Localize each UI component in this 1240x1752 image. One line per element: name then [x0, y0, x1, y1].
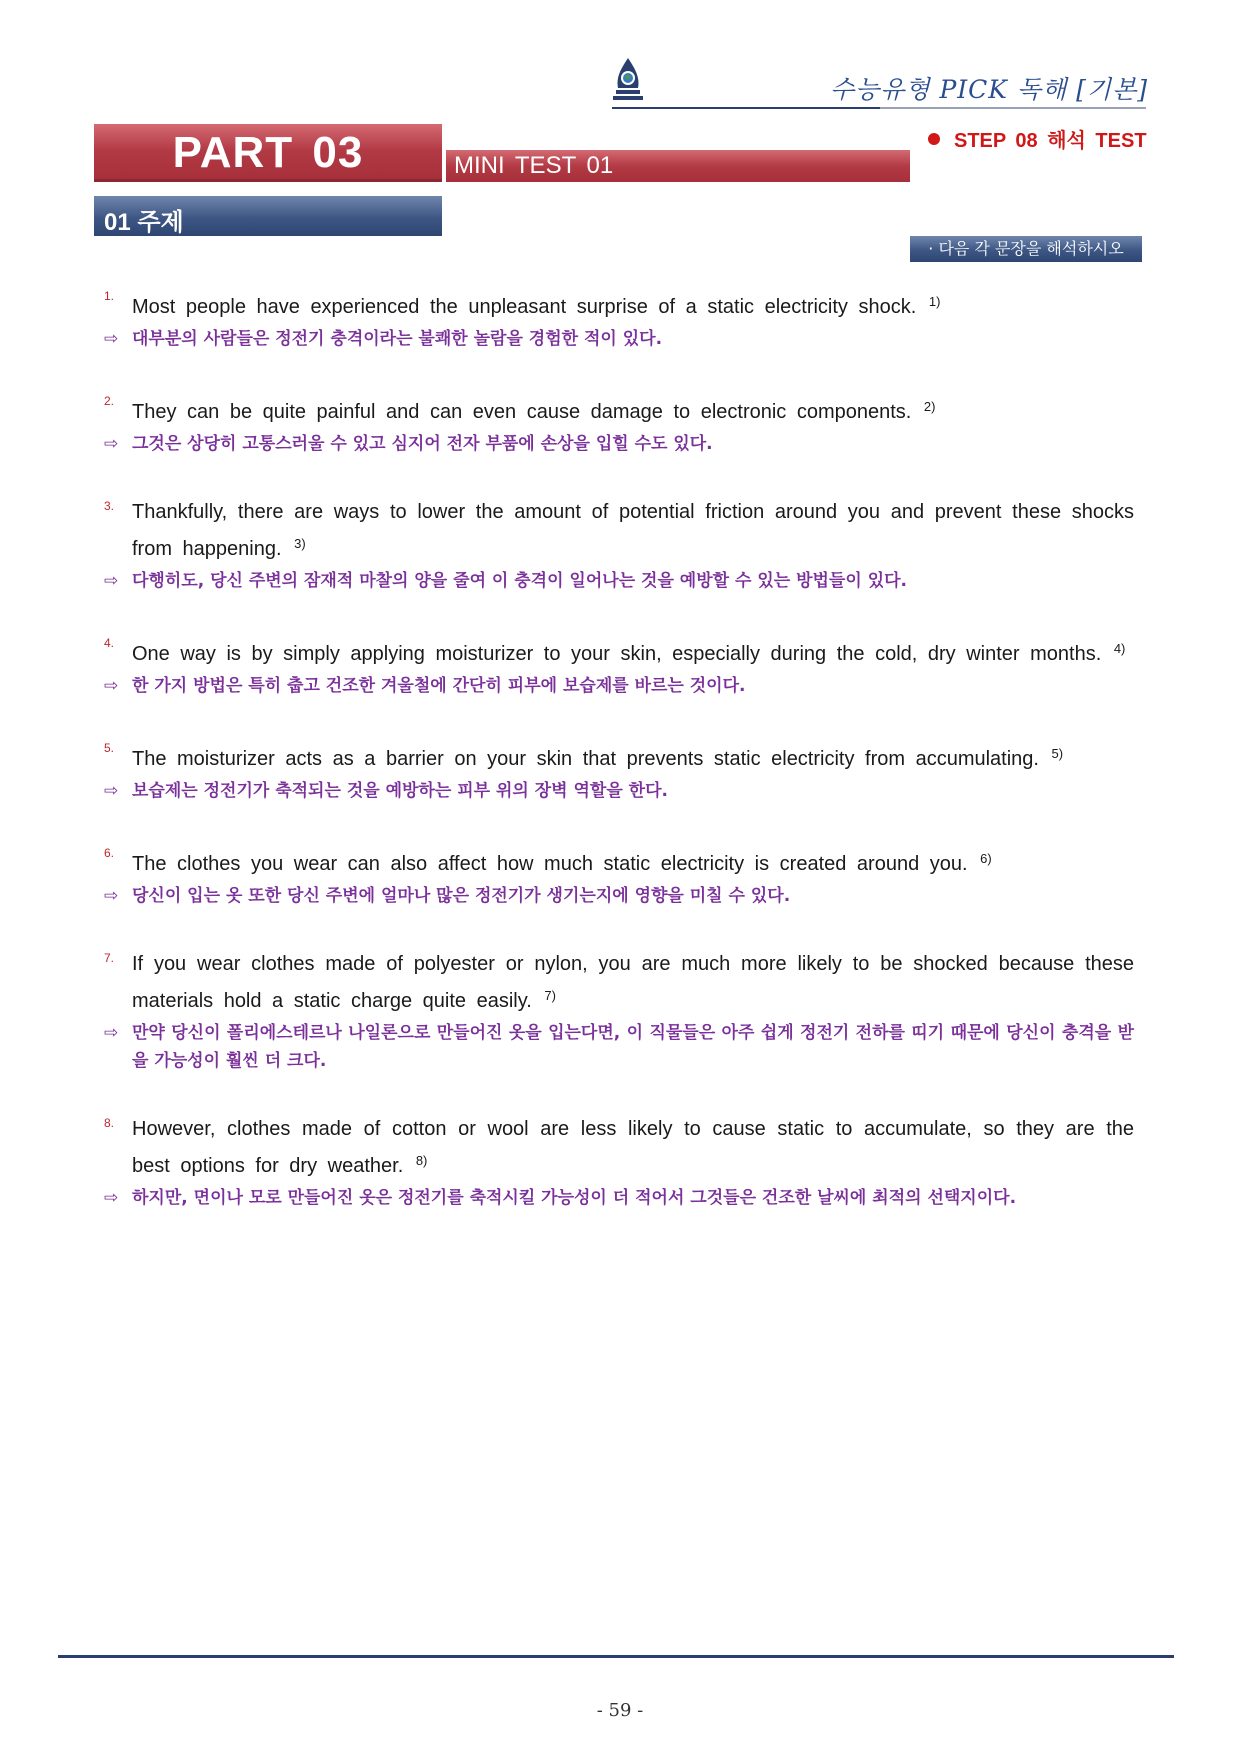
right-arrow-icon: ⇨ [104, 329, 119, 349]
header-rule-light [880, 107, 1146, 109]
english-text: They can be quite painful and can even cause damage to electronic components. [132, 401, 912, 423]
header-rule [612, 107, 880, 109]
step-heading [928, 124, 1147, 153]
footnote-ref: 5) [1051, 746, 1064, 761]
korean-text: 대부분의 사람들은 정전기 충격이라는 불쾌한 놀람을 경험한 적이 있다. [132, 329, 663, 349]
right-arrow-icon: ⇨ [104, 1023, 119, 1043]
footnote-ref: 1) [928, 294, 941, 309]
korean-text: 당신이 입는 옷 또한 당신 주변에 얼마나 많은 정전기가 생기는지에 영향을 미칠 수 있다. [132, 886, 791, 906]
sentence-item [104, 633, 1134, 700]
sentence-number: 8. [104, 1116, 115, 1130]
english-text: If you wear clothes made of polyester or nylon, you are much more likely to be shocked because these materials hold a static charge quite easily. [132, 953, 1134, 1012]
footnote-ref: 7) [544, 988, 556, 1003]
korean-translation [104, 1184, 1134, 1212]
korean-text: 하지만, 면이나 모로 만들어진 옷은 정전기를 축적시킬 가능성이 더 적어서 그것들은 건조한 날씨에 최적의 선택지이다. [132, 1188, 1017, 1208]
right-arrow-icon: ⇨ [104, 676, 119, 696]
english-text: The moisturizer acts as a barrier on your skin that prevents static electricity from accumulating. [132, 748, 1039, 770]
test-label: MINI TEST 01 [454, 152, 614, 179]
korean-translation [104, 325, 1134, 353]
english-sentence [104, 843, 1134, 880]
korean-text: 한 가지 방법은 특히 춥고 건조한 겨울철에 간단히 피부에 보습제를 바르는 것이다. [132, 676, 746, 696]
page-number: - 59 - [596, 1700, 644, 1721]
fountain-pen-logo-icon [610, 56, 646, 106]
footnote-ref: 4) [1113, 641, 1126, 656]
english-sentence [104, 1113, 1134, 1182]
korean-text: 보습제는 정전기가 축적되는 것을 예방하는 피부 위의 장벽 역할을 한다. [132, 781, 668, 801]
footnote-ref: 6) [980, 851, 992, 866]
part-label: PART 03 [172, 128, 364, 177]
english-text: The clothes you wear can also affect how much static electricity is created around you. [132, 853, 968, 875]
sentence-number: 1. [104, 289, 115, 303]
sentence-number: 7. [104, 951, 115, 965]
english-sentence [104, 738, 1134, 775]
sentence-number: 3. [104, 499, 115, 513]
korean-translation [104, 1019, 1134, 1075]
korean-translation [104, 672, 1134, 700]
english-sentence [104, 391, 1134, 428]
sentence-list [104, 286, 1134, 1250]
korean-text: 만약 당신이 폴리에스테르나 나일론으로 만들어진 옷을 입는다면, 이 직물들은 아주 쉽게 정전기 전하를 띠기 때문에 당신이 충격을 받을 가능성이 훨씬 더 크다. [132, 1023, 1134, 1071]
korean-text: 그것은 상당히 고통스러울 수 있고 심지어 전자 부품에 손상을 입힐 수도 있다. [132, 434, 713, 454]
test-banner [446, 150, 910, 182]
right-arrow-icon: ⇨ [104, 434, 119, 454]
sentence-number: 5. [104, 741, 115, 755]
footer-rule [58, 1655, 1174, 1658]
korean-translation [104, 882, 1134, 910]
step-label: STEP 08 해석 TEST [954, 130, 1147, 152]
sentence-item [104, 391, 1134, 458]
korean-translation [104, 567, 1134, 595]
sentence-item [104, 948, 1134, 1075]
part-banner [94, 124, 442, 182]
right-arrow-icon: ⇨ [104, 886, 119, 906]
english-sentence [104, 286, 1134, 323]
footnote-ref: 8) [415, 1153, 428, 1168]
sentence-number: 6. [104, 846, 115, 860]
sentence-number: 2. [104, 394, 115, 408]
sentence-item [104, 496, 1134, 595]
sentence-item [104, 843, 1134, 910]
english-text: However, clothes made of cotton or wool are less likely to cause static to accumulate, so they are the best options for dry weather. [132, 1118, 1134, 1177]
right-arrow-icon: ⇨ [104, 571, 119, 591]
english-sentence [104, 948, 1134, 1017]
korean-translation [104, 430, 1134, 458]
english-sentence [104, 496, 1134, 565]
korean-text: 다행히도, 당신 주변의 잠재적 마찰의 양을 줄여 이 충격이 일어나는 것을 예방할 수 있는 방법들이 있다. [132, 571, 907, 591]
bullet-dot-icon [928, 133, 940, 145]
book-title: 수능유형 PICK 독해 [기본] [829, 75, 1148, 104]
right-arrow-icon: ⇨ [104, 781, 119, 801]
sentence-number: 4. [104, 636, 115, 650]
sentence-item [104, 1113, 1134, 1212]
topic-label: 01 주제 [104, 209, 184, 236]
english-text: Most people have experienced the unpleasant surprise of a static electricity shock. [132, 296, 917, 318]
english-text: Thankfully, there are ways to lower the amount of potential friction around you and prevent these shocks from happening. [132, 501, 1134, 560]
korean-translation [104, 777, 1134, 805]
sentence-item [104, 286, 1134, 353]
footnote-ref: 3) [294, 536, 306, 551]
footnote-ref: 2) [923, 399, 936, 414]
instruction-badge: · 다음 각 문장을 해석하시오 [910, 236, 1142, 262]
topic-banner [94, 196, 442, 236]
right-arrow-icon: ⇨ [104, 1188, 119, 1208]
sentence-item [104, 738, 1134, 805]
english-text: One way is by simply applying moisturizer to your skin, especially during the cold, dry winter months. [132, 643, 1102, 665]
english-sentence [104, 633, 1134, 670]
